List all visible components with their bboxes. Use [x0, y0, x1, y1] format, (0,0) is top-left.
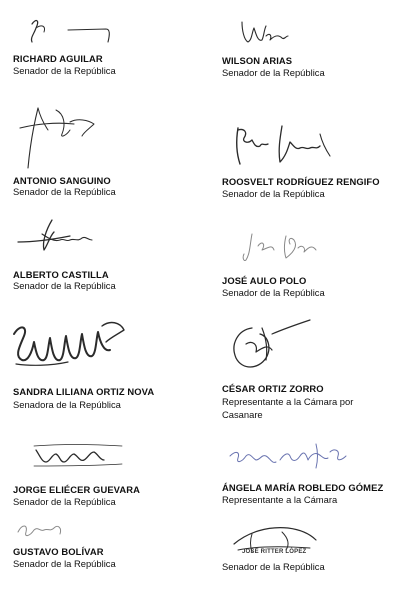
signatory-role: Senador de la República — [13, 65, 116, 76]
signature-richard-aguilar — [24, 14, 124, 52]
signature-angela-robledo — [226, 438, 356, 474]
signatory-role: Representante a la Cámara — [222, 494, 338, 505]
signature-sandra-ortiz — [10, 312, 130, 378]
signature-alberto-castilla — [14, 214, 114, 256]
signatory-name: JORGE ELIÉCER GUEVARA — [13, 484, 140, 495]
signature-roosvelt-rodriguez — [230, 120, 340, 170]
signatory-role: Senadora de la República — [13, 399, 121, 410]
signatory-name: ROOSVELT RODRÍGUEZ RENGIFO — [222, 176, 380, 187]
signatory-name: RICHARD AGUILAR — [13, 53, 103, 64]
signature-jose-aulo-polo — [238, 226, 328, 266]
signatory-role: Senador de la República — [13, 186, 116, 197]
signatory-role: Senador de la República — [13, 496, 116, 507]
signatory-role: Representante a la Cámara por Casanare — [222, 396, 354, 420]
signature-antonio-sanguino — [16, 102, 106, 174]
signature-printed-name: JOSÉ RITTER LÓPEZ — [242, 549, 307, 555]
signatory-name: SANDRA LILIANA ORTIZ NOVA — [13, 386, 155, 397]
signature-jose-ritter-lopez — [228, 520, 328, 562]
signatory-name: ANTONIO SANGUINO — [13, 175, 111, 186]
signature-jorge-guevara — [30, 440, 130, 472]
signatory-role: Senador de la República — [13, 558, 116, 569]
signatory-name: CÉSAR ORTIZ ZORRO — [222, 383, 324, 394]
signatory-name: WILSON ARIAS — [222, 55, 293, 66]
signatory-name: GUSTAVO BOLÍVAR — [13, 546, 104, 557]
signatory-role: Senador de la República — [222, 561, 325, 572]
signatory-name: ALBERTO CASTILLA — [13, 269, 109, 280]
signatory-role: Senador de la República — [222, 67, 325, 78]
signatory-role: Senador de la República — [222, 188, 325, 199]
signature-wilson-arias — [236, 14, 296, 48]
signature-cesar-ortiz — [222, 314, 322, 378]
signatory-role: Senador de la República — [222, 287, 325, 298]
signature-gustavo-bolivar — [14, 518, 74, 542]
signatory-name: ÁNGELA MARÍA ROBLEDO GÓMEZ — [222, 482, 384, 493]
signatory-role: Senador de la República — [13, 280, 116, 291]
signatory-name: JOSÉ AULO POLO — [222, 275, 307, 286]
